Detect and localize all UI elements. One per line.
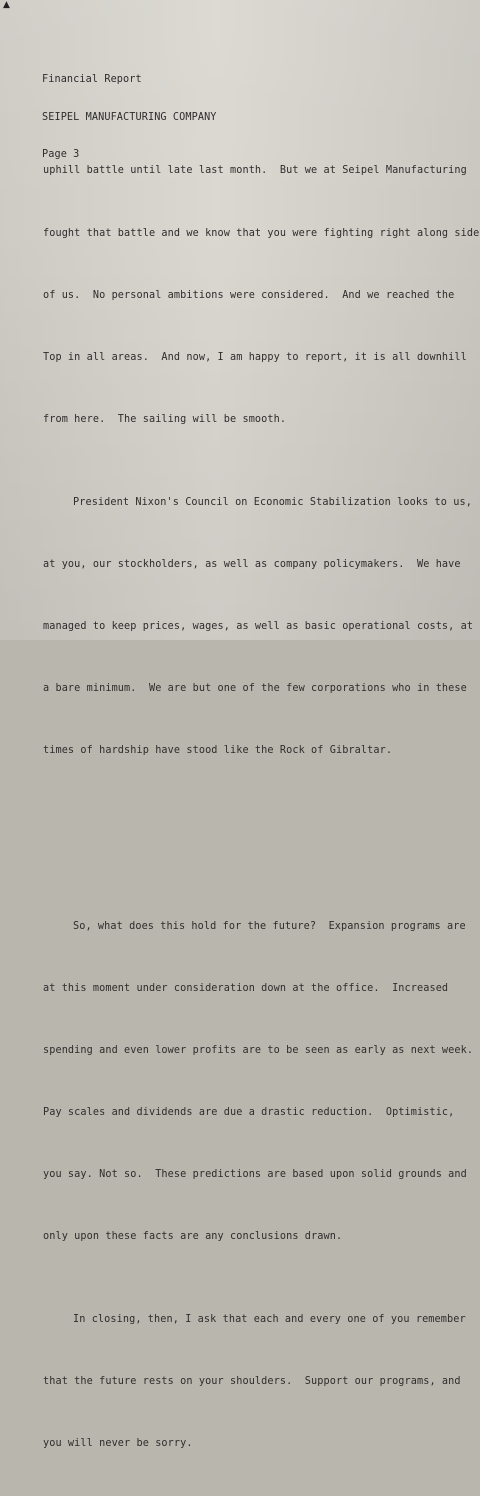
header-page-number: Page 3: [42, 149, 80, 160]
body-line: So, what does this hold for the future? Expansion programs are: [73, 920, 466, 932]
body-line: Top in all areas. And now, I am happy to report, it is all downhill: [43, 351, 467, 363]
body-line: you say. Not so. These predictions are based upon solid grounds and: [43, 1169, 467, 1181]
body-line: at you, our stockholders, as well as company policymakers. We have: [43, 558, 461, 570]
body-line: from here. The sailing will be smooth.: [43, 413, 287, 425]
body-line: at this moment under consideration down at the office. Increased: [43, 982, 449, 994]
body-line: times of hardship have stood like the Rock of Gibraltar.: [43, 744, 393, 756]
header-report-title: Financial Report: [42, 74, 142, 85]
body-line: In closing, then, I ask that each and every one of you remember: [73, 1314, 466, 1326]
paragraph-gap: [43, 824, 479, 855]
corner-mark: ▲: [3, 0, 10, 10]
body-line: Pay scales and dividends are due a drastic reduction. Optimistic,: [43, 1107, 455, 1119]
body-line: fought that battle and we know that you were fighting right along side: [43, 227, 480, 239]
body-line: President Nixon's Council on Economic Stabilization looks to us,: [73, 496, 472, 508]
body-line: uphill battle until late last month. But we at Seipel Manufacturing: [43, 165, 467, 177]
body-line: that the future rests on your shoulders. Support our programs, and: [43, 1376, 461, 1388]
body-line: you will never be sorry.: [43, 1438, 193, 1450]
body-line: a bare minimum. We are but one of the few corporations who in these: [43, 682, 467, 694]
header-company-name: SEIPEL MANUFACTURING COMPANY: [42, 111, 217, 123]
body-line: spending and even lower profits are to be seen as early as next week.: [43, 1045, 474, 1057]
body-line: managed to keep prices, wages, as well as basic operational costs, at: [43, 620, 474, 632]
body-line: of us. No personal ambitions were considered. And we reached the: [43, 289, 455, 301]
body-line: only upon these facts are any conclusions drawn.: [43, 1231, 343, 1243]
document-body: [43, 120, 479, 1496]
